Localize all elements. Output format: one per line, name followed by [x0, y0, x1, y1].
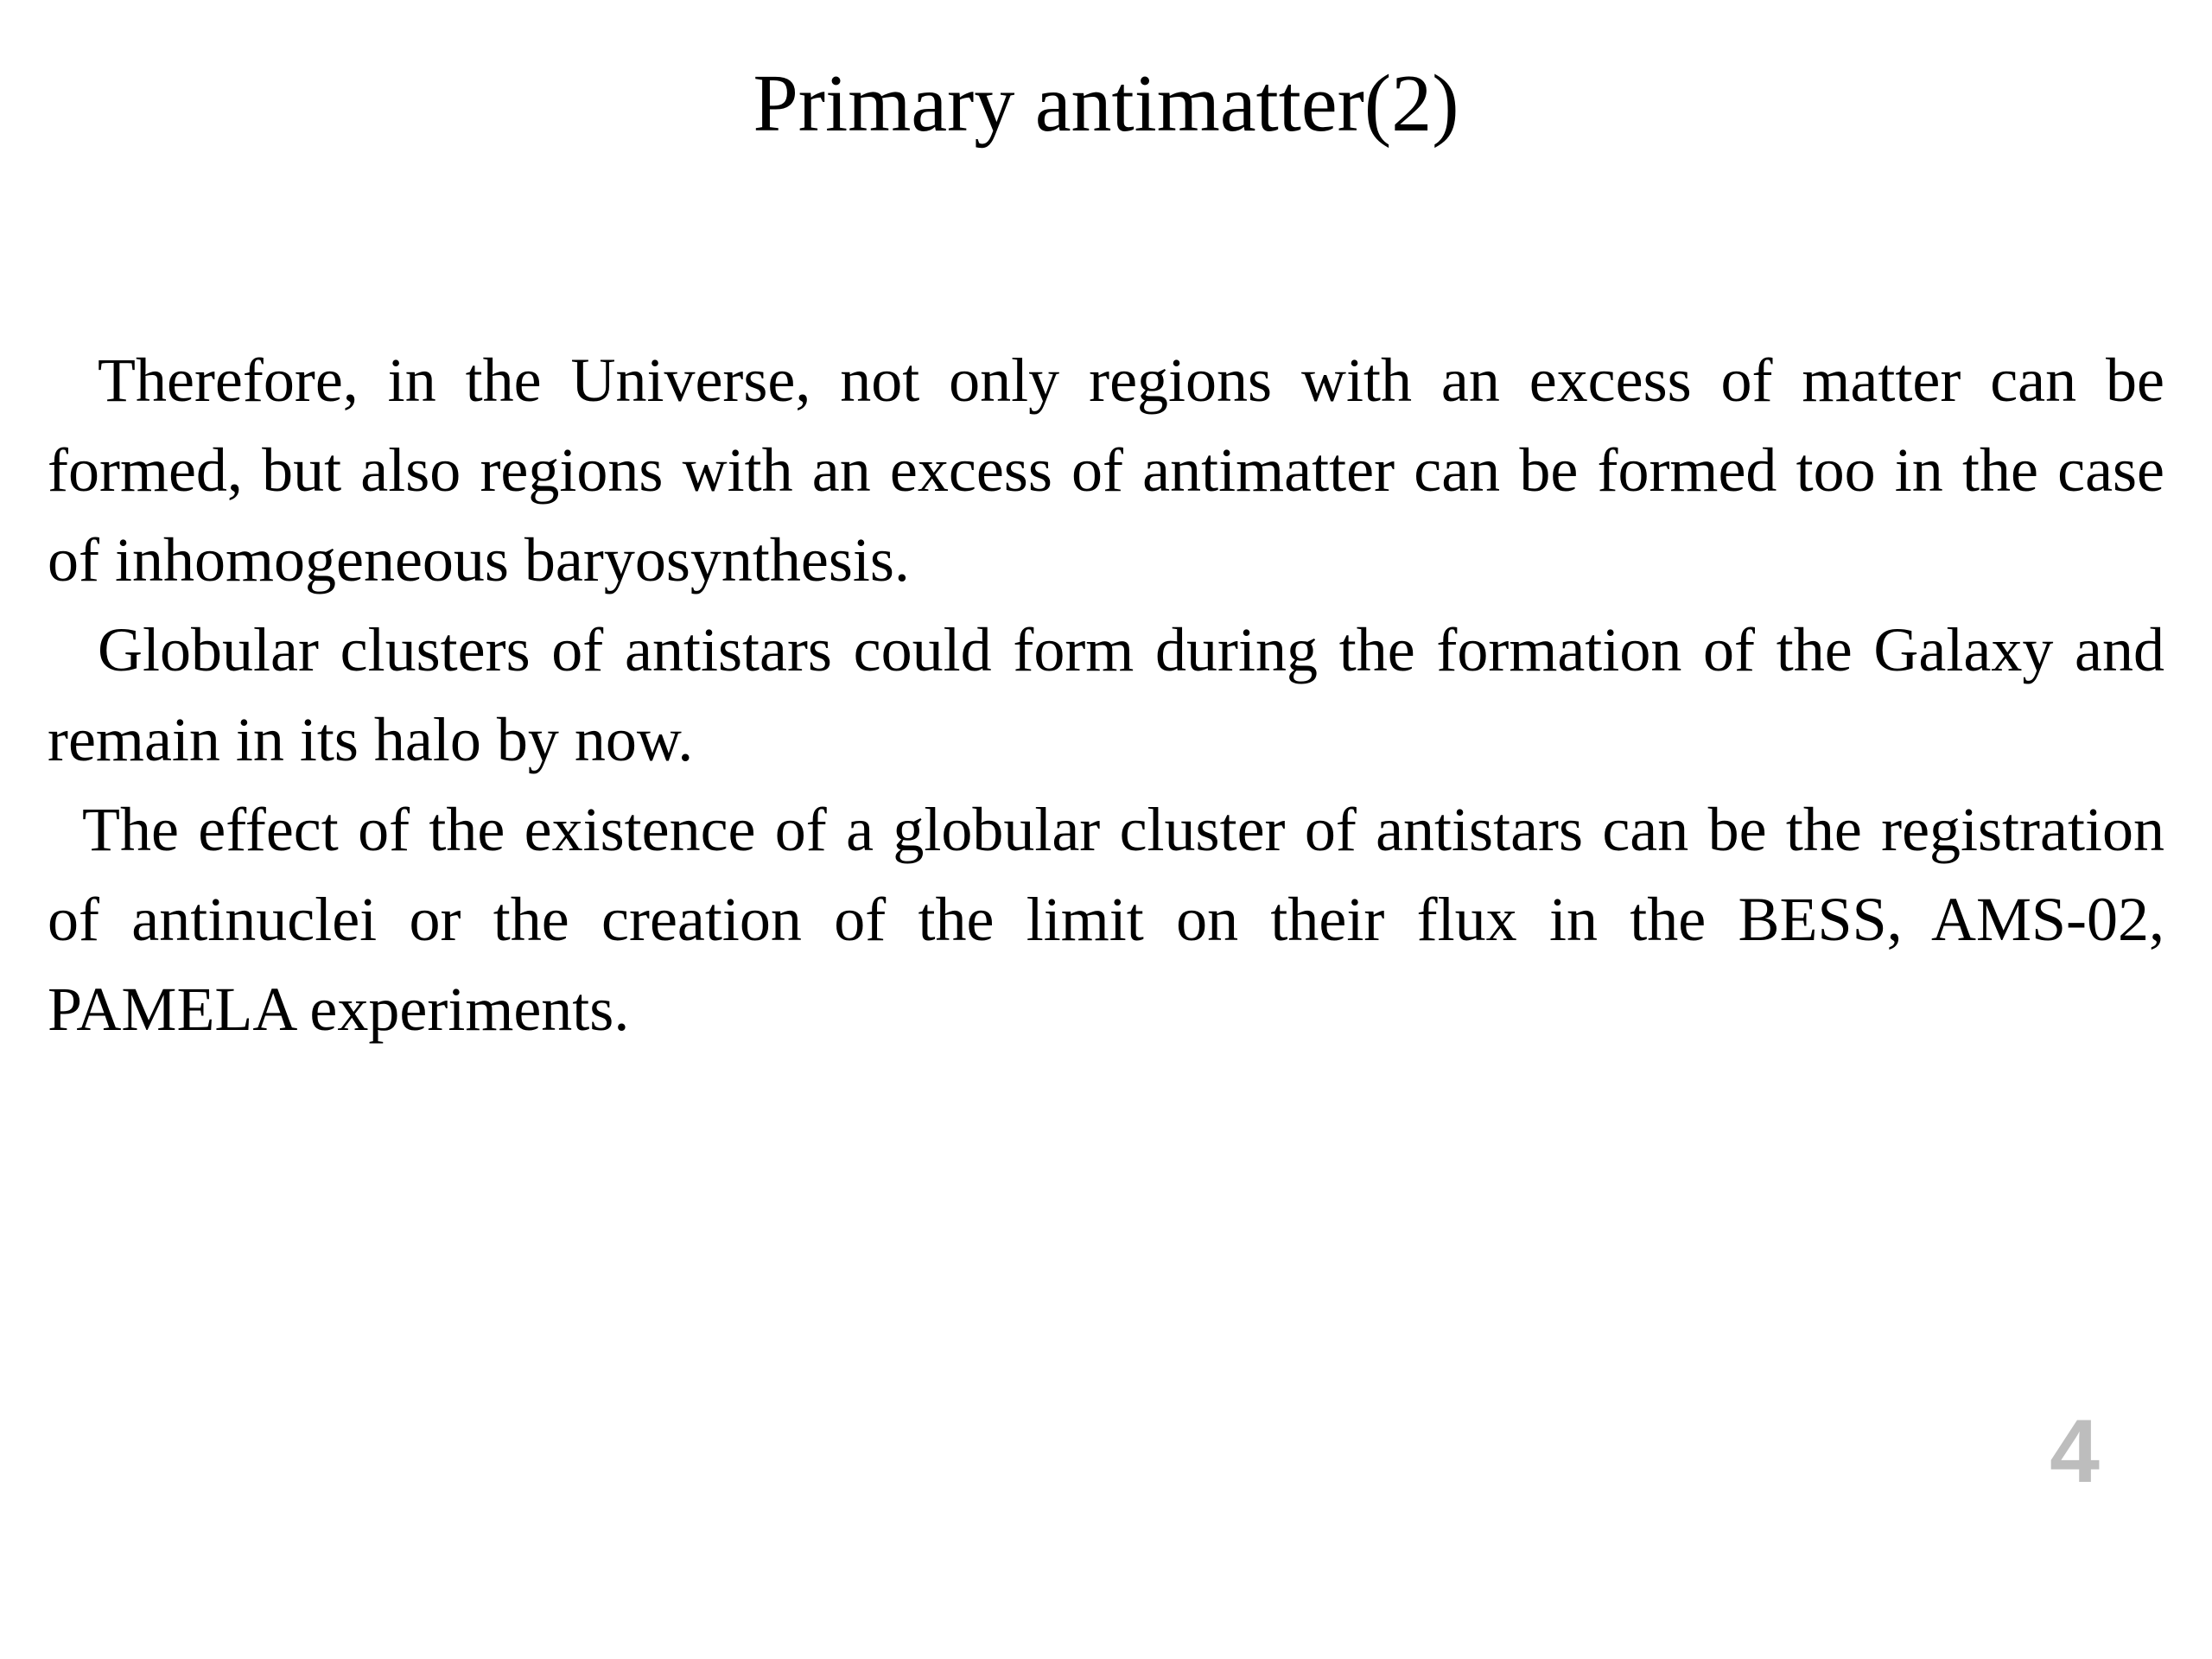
page-number: 4	[2050, 1402, 2100, 1502]
paragraph-globular-clusters: Globular clusters of antistars could form during the formation of the Galaxy and remain in its halo by now.	[48, 615, 2164, 774]
paragraph-inhomogeneous-baryosynthesis: Therefore, in the Universe, not only regions with an excess of matter can be formed, but also regions with an excess of antimatter can be formed too in the case of inhomogeneous baryosynthesis.	[48, 346, 2164, 594]
paragraph-antinuclei-experiments: The effect of the existence of a globular cluster of antistars can be the registration of antinuclei or the creation of the limit on their flux in the BESS, AMS-02, PAMELA experiments.	[48, 795, 2164, 1044]
slide-body	[48, 335, 2164, 1054]
slide-title: Primary antimatter(2)	[753, 59, 1459, 149]
